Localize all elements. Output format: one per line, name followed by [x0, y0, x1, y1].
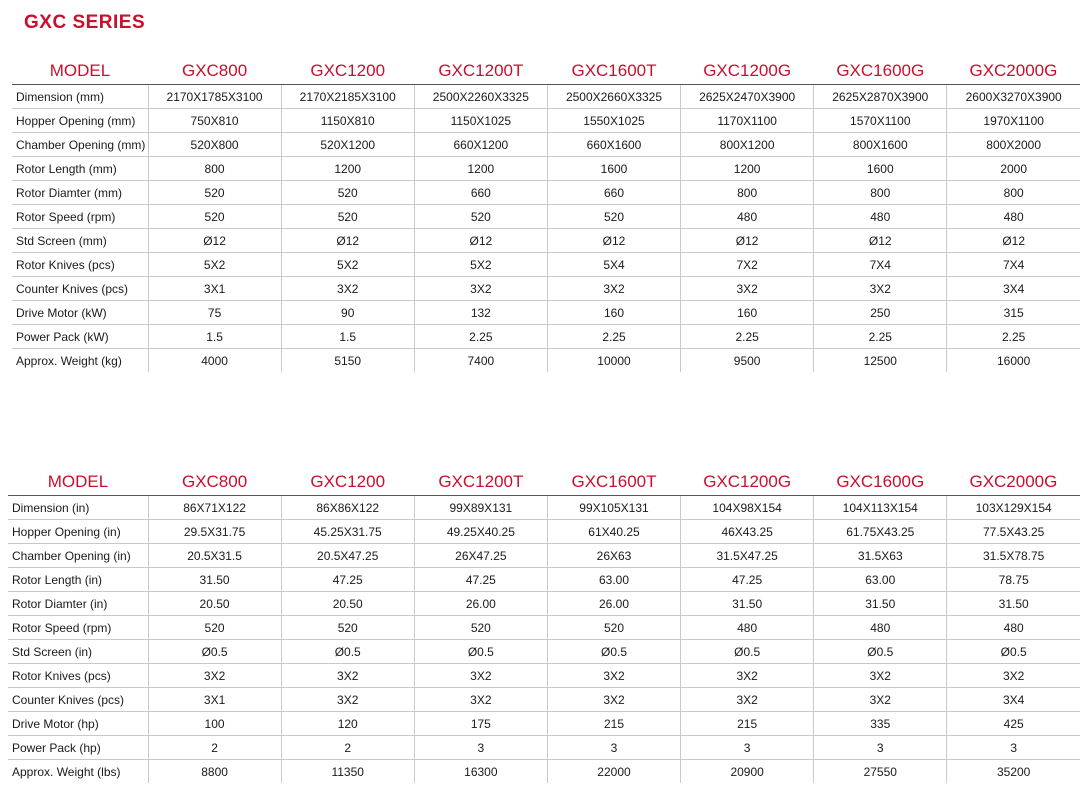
spec-value: 250: [814, 301, 947, 325]
spec-value: 800X1200: [681, 133, 814, 157]
spec-value: 35200: [947, 760, 1080, 784]
table-header-row: [8, 469, 1080, 496]
spec-value: 4000: [148, 349, 281, 373]
table-row: [12, 325, 1080, 349]
spec-label: Chamber Opening (in): [8, 544, 148, 568]
spec-label: Approx. Weight (lbs): [12, 764, 121, 779]
spec-value: 2.25: [414, 325, 547, 349]
spec-value: 480: [814, 616, 947, 640]
spec-value: 5150: [281, 349, 414, 373]
spec-label: Rotor Speed (rpm): [12, 205, 148, 229]
spec-label: Approx. Weight (kg): [16, 353, 122, 368]
spec-value: 520: [148, 205, 281, 229]
spec-label: Rotor Length (mm): [12, 157, 148, 181]
spec-value: 2625X2870X3900: [814, 85, 947, 109]
spec-value: 86X71X122: [148, 496, 281, 520]
spec-value: 1200: [681, 157, 814, 181]
spec-value: 2.25: [947, 325, 1080, 349]
spec-value: 3X2: [547, 664, 680, 688]
spec-value: 3X2: [681, 277, 814, 301]
spec-value: 2.25: [814, 325, 947, 349]
table-row: [12, 157, 1080, 181]
spec-value: 31.50: [681, 592, 814, 616]
spec-label: Drive Motor (hp): [8, 712, 148, 736]
model-header: GXC1600G: [814, 58, 947, 85]
spec-value: 175: [414, 712, 547, 736]
spec-value: 3X2: [947, 664, 1080, 688]
spec-label: Dimension (mm): [12, 85, 148, 109]
spec-value: 104X98X154: [681, 496, 814, 520]
spec-value: 100: [148, 712, 281, 736]
spec-value: 31.5X63: [814, 544, 947, 568]
spec-value: 520: [414, 616, 547, 640]
spec-value: 1.5: [281, 325, 414, 349]
model-header: GXC1600T: [547, 469, 680, 496]
spec-value: 49.25X40.25: [414, 520, 547, 544]
spec-value: 26.00: [547, 592, 680, 616]
model-header: GXC1600G: [814, 469, 947, 496]
spec-value: 3: [681, 736, 814, 760]
spec-value: 16300: [414, 760, 547, 784]
spec-value: 9500: [681, 349, 814, 373]
spec-value: 3X4: [947, 277, 1080, 301]
spec-value: 2500X2260X3325: [414, 85, 547, 109]
spec-value: 20.5X31.5: [148, 544, 281, 568]
spec-label: Hopper Opening (in): [8, 520, 148, 544]
spec-value: 63.00: [814, 568, 947, 592]
table-header-row: [12, 58, 1080, 85]
table-row: [12, 253, 1080, 277]
spec-value: 7X2: [681, 253, 814, 277]
spec-label: Chamber Opening (mm): [12, 133, 148, 157]
spec-value: 75: [148, 301, 281, 325]
spec-label: Rotor Diamter (in): [8, 592, 148, 616]
spec-table-imperial: [8, 469, 1080, 783]
spec-value: 120: [281, 712, 414, 736]
table-row: [8, 640, 1080, 664]
spec-value: Ø12: [814, 229, 947, 253]
table-row: [8, 712, 1080, 736]
spec-value: 3X2: [414, 664, 547, 688]
spec-value: 800X1600: [814, 133, 947, 157]
spec-label: Rotor Knives (pcs): [12, 253, 148, 277]
spec-value: 7400: [414, 349, 547, 373]
model-column-header: MODEL: [8, 469, 148, 496]
spec-value: 132: [414, 301, 547, 325]
spec-value: 1200: [414, 157, 547, 181]
spec-value: 3X2: [148, 664, 281, 688]
spec-value: 480: [681, 205, 814, 229]
spec-label: Std Screen (in): [8, 640, 148, 664]
table-row: [12, 205, 1080, 229]
spec-value: 215: [547, 712, 680, 736]
spec-value: 22000: [547, 760, 680, 784]
model-column-header: MODEL: [12, 58, 148, 85]
table-row: [8, 760, 1080, 784]
model-header: GXC800: [148, 58, 281, 85]
spec-value: 90: [281, 301, 414, 325]
table-row: [12, 349, 1080, 373]
spec-value: 3: [947, 736, 1080, 760]
spec-value: Ø12: [681, 229, 814, 253]
spec-value: 800: [814, 181, 947, 205]
spec-value: 5X2: [414, 253, 547, 277]
spec-value: 20.50: [148, 592, 281, 616]
model-header: GXC1200T: [414, 469, 547, 496]
model-header: GXC1200: [281, 58, 414, 85]
spec-value: 3X2: [547, 277, 680, 301]
spec-value: 7X4: [814, 253, 947, 277]
spec-value: 315: [947, 301, 1080, 325]
spec-value: 2600X3270X3900: [947, 85, 1080, 109]
spec-value: 16000: [947, 349, 1080, 373]
spec-value: 103X129X154: [947, 496, 1080, 520]
spec-value: 1.5: [148, 325, 281, 349]
spec-value: 2.25: [547, 325, 680, 349]
spec-value: 160: [547, 301, 680, 325]
table-row: [8, 664, 1080, 688]
model-header: GXC1200T: [414, 58, 547, 85]
table-row: [8, 736, 1080, 760]
spec-value: 800: [148, 157, 281, 181]
spec-value: Ø12: [947, 229, 1080, 253]
spec-value: 800: [681, 181, 814, 205]
spec-value: 77.5X43.25: [947, 520, 1080, 544]
spec-value: 27550: [814, 760, 947, 784]
spec-value: 1150X810: [281, 109, 414, 133]
spec-value: 78.75: [947, 568, 1080, 592]
spec-value: 520: [281, 205, 414, 229]
spec-label: Rotor Speed (rpm): [8, 616, 148, 640]
table-row: [8, 592, 1080, 616]
spec-value: 104X113X154: [814, 496, 947, 520]
spec-value: 3: [547, 736, 680, 760]
spec-value: 520: [148, 181, 281, 205]
spec-value: 160: [681, 301, 814, 325]
spec-value: 520: [281, 616, 414, 640]
spec-label: Drive Motor (kW): [12, 301, 148, 325]
spec-value: 520: [414, 205, 547, 229]
spec-value: 3X2: [281, 664, 414, 688]
spec-value: Ø0.5: [947, 640, 1080, 664]
table-row: [12, 301, 1080, 325]
spec-value: 1600: [547, 157, 680, 181]
spec-value: Ø12: [547, 229, 680, 253]
spec-value: 520: [281, 181, 414, 205]
spec-value: 31.50: [148, 568, 281, 592]
spec-value: 1200: [281, 157, 414, 181]
spec-label: Rotor Length (in): [8, 568, 148, 592]
spec-value: 3: [814, 736, 947, 760]
spec-value: 3X1: [148, 277, 281, 301]
spec-value: 425: [947, 712, 1080, 736]
spec-value: 12500: [814, 349, 947, 373]
spec-label: Counter Knives (pcs): [12, 277, 148, 301]
spec-value: 3X4: [947, 688, 1080, 712]
spec-value: 2.25: [681, 325, 814, 349]
spec-value: 2170X2185X3100: [281, 85, 414, 109]
spec-value: 8800: [148, 760, 281, 784]
spec-value: Ø12: [148, 229, 281, 253]
spec-value: 3X1: [148, 688, 281, 712]
spec-value: 215: [681, 712, 814, 736]
spec-label: Dimension (in): [8, 496, 148, 520]
spec-value: 1600: [814, 157, 947, 181]
spec-value: 46X43.25: [681, 520, 814, 544]
spec-label: Power Pack (kW): [12, 325, 148, 349]
spec-value: 2625X2470X3900: [681, 85, 814, 109]
table-row: [8, 616, 1080, 640]
spec-value: 2: [281, 736, 414, 760]
spec-value: 1550X1025: [547, 109, 680, 133]
spec-value: 3X2: [681, 664, 814, 688]
spec-table-metric: [12, 58, 1080, 372]
model-header: GXC2000G: [947, 469, 1080, 496]
spec-value: 3X2: [814, 688, 947, 712]
spec-value: 660X1200: [414, 133, 547, 157]
spec-value: 660: [414, 181, 547, 205]
table-row: [8, 688, 1080, 712]
spec-value: Ø0.5: [414, 640, 547, 664]
spec-label: Std Screen (mm): [12, 229, 148, 253]
spec-value: 31.50: [947, 592, 1080, 616]
spec-value: 3: [414, 736, 547, 760]
spec-label: Rotor Knives (pcs): [8, 664, 148, 688]
spec-value: 47.25: [414, 568, 547, 592]
spec-value: 520: [547, 616, 680, 640]
table-row: [8, 520, 1080, 544]
spec-value: 99X89X131: [414, 496, 547, 520]
spec-value: 1170X1100: [681, 109, 814, 133]
spec-value: 31.5X47.25: [681, 544, 814, 568]
spec-label: Power Pack (hp): [8, 736, 148, 760]
spec-value: 1150X1025: [414, 109, 547, 133]
spec-value: 3X2: [681, 688, 814, 712]
spec-value: 335: [814, 712, 947, 736]
spec-value: 61X40.25: [547, 520, 680, 544]
spec-value: 26X63: [547, 544, 680, 568]
spec-value: 45.25X31.75: [281, 520, 414, 544]
spec-value: 47.25: [281, 568, 414, 592]
spec-value: 480: [947, 205, 1080, 229]
spec-value: 3X2: [814, 277, 947, 301]
spec-value: 99X105X131: [547, 496, 680, 520]
model-header: GXC800: [148, 469, 281, 496]
spec-value: 520: [547, 205, 680, 229]
spec-value: 750X810: [148, 109, 281, 133]
page-title: GXC SERIES: [24, 12, 146, 33]
table-row: [12, 85, 1080, 109]
spec-value: 480: [681, 616, 814, 640]
spec-value: Ø0.5: [281, 640, 414, 664]
model-header: GXC1200: [281, 469, 414, 496]
spec-value: 61.75X43.25: [814, 520, 947, 544]
spec-value: Ø0.5: [814, 640, 947, 664]
spec-value: 26X47.25: [414, 544, 547, 568]
spec-value: 660X1600: [547, 133, 680, 157]
table-row: [8, 496, 1080, 520]
spec-value: 26.00: [414, 592, 547, 616]
spec-value: 1970X1100: [947, 109, 1080, 133]
spec-value: 2500X2660X3325: [547, 85, 680, 109]
model-header: GXC1600T: [547, 58, 680, 85]
spec-value: 3X2: [547, 688, 680, 712]
spec-value: Ø12: [281, 229, 414, 253]
spec-value: 800X2000: [947, 133, 1080, 157]
table-row: [12, 229, 1080, 253]
spec-value: 520X800: [148, 133, 281, 157]
spec-value: Ø12: [414, 229, 547, 253]
spec-value: Ø0.5: [681, 640, 814, 664]
table-row: [12, 133, 1080, 157]
spec-value: 31.5X78.75: [947, 544, 1080, 568]
spec-value: 800: [947, 181, 1080, 205]
spec-label: Hopper Opening (mm): [12, 109, 148, 133]
spec-value: 31.50: [814, 592, 947, 616]
spec-value: 86X86X122: [281, 496, 414, 520]
spec-value: 2000: [947, 157, 1080, 181]
spec-value: 11350: [281, 760, 414, 784]
spec-value: Ø0.5: [148, 640, 281, 664]
table-row: [12, 181, 1080, 205]
spec-value: 660: [547, 181, 680, 205]
spec-value: 520X1200: [281, 133, 414, 157]
spec-value: 520: [148, 616, 281, 640]
spec-value: 20900: [681, 760, 814, 784]
table-row: [12, 109, 1080, 133]
spec-value: 3X2: [414, 688, 547, 712]
spec-value: 20.5X47.25: [281, 544, 414, 568]
spec-value: 3X2: [414, 277, 547, 301]
spec-value: 1570X1100: [814, 109, 947, 133]
table-row: [8, 544, 1080, 568]
spec-value: 5X2: [148, 253, 281, 277]
spec-value: 47.25: [681, 568, 814, 592]
model-header: GXC2000G: [947, 58, 1080, 85]
spec-value: 480: [947, 616, 1080, 640]
spec-value: 480: [814, 205, 947, 229]
spec-value: 10000: [547, 349, 680, 373]
spec-label: Counter Knives (pcs): [8, 688, 148, 712]
model-header: GXC1200G: [681, 58, 814, 85]
spec-value: 3X2: [281, 277, 414, 301]
table-row: [8, 568, 1080, 592]
table-row: [12, 277, 1080, 301]
model-header: GXC1200G: [681, 469, 814, 496]
spec-value: 29.5X31.75: [148, 520, 281, 544]
spec-value: 2: [148, 736, 281, 760]
spec-value: 3X2: [814, 664, 947, 688]
spec-value: 20.50: [281, 592, 414, 616]
spec-value: 3X2: [281, 688, 414, 712]
spec-value: 2170X1785X3100: [148, 85, 281, 109]
spec-value: 5X2: [281, 253, 414, 277]
spec-value: Ø0.5: [547, 640, 680, 664]
spec-value: 5X4: [547, 253, 680, 277]
spec-label: Rotor Diamter (mm): [12, 181, 148, 205]
spec-value: 63.00: [547, 568, 680, 592]
spec-value: 7X4: [947, 253, 1080, 277]
